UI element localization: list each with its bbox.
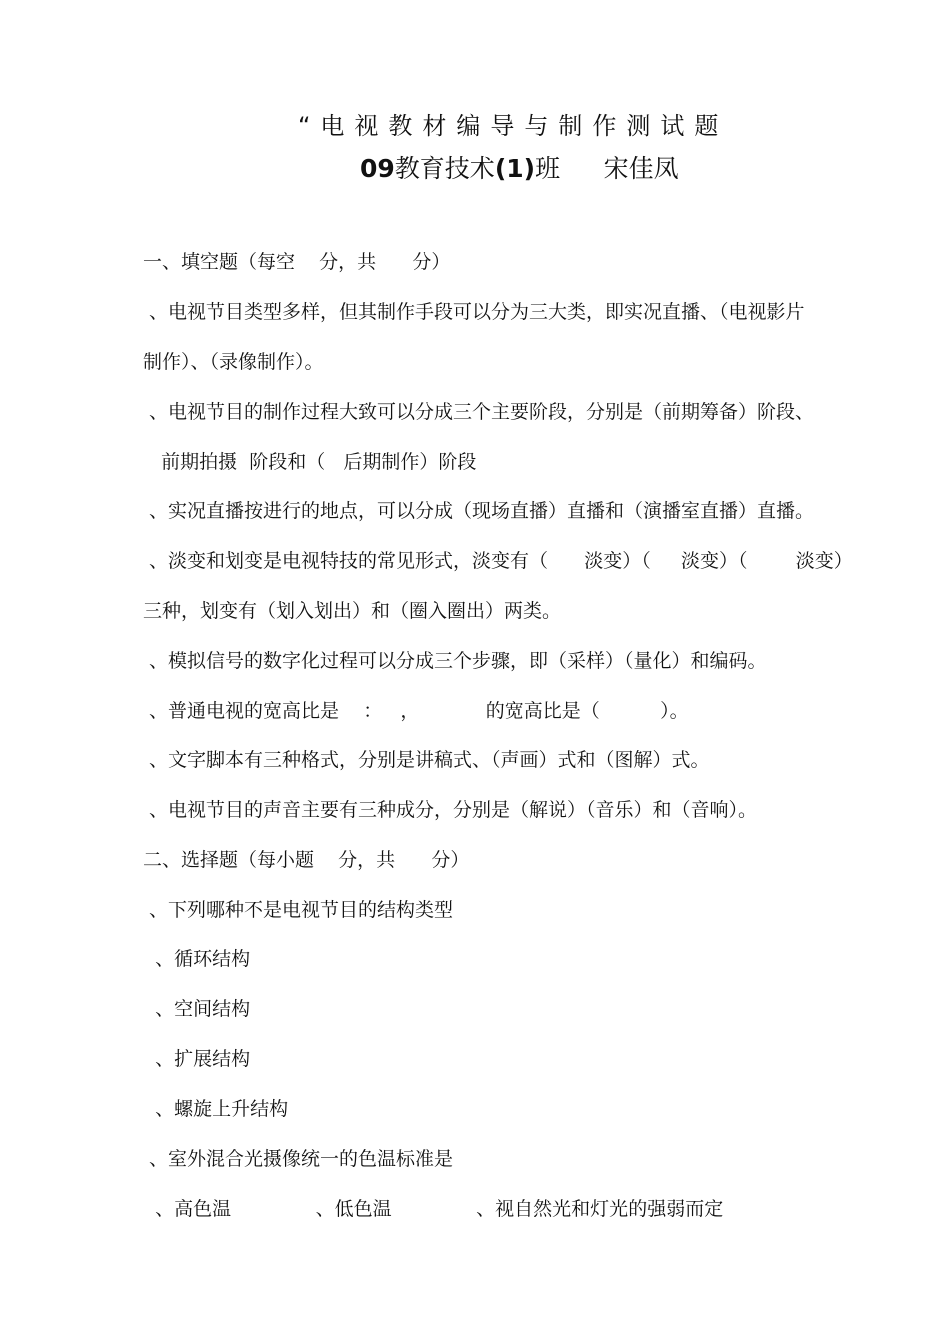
author-name: 宋佳凤 xyxy=(603,154,679,183)
question-line: 、淡变和划变是电视特技的常见形式，淡变有（ 淡变）（ 淡变）（ 淡变） xyxy=(143,550,853,572)
question-line: 、普通电视的宽高比是 ： ， 的宽高比是（ ）。 xyxy=(143,700,689,722)
question-line: 、电视节目的制作过程大致可以分成三个主要阶段，分别是（前期筹备）阶段、 xyxy=(143,401,815,423)
question-line: 、实况直播按进行的地点，可以分成（现场直播）直播和（演播室直播）直播。 xyxy=(143,500,815,522)
question-line: 、电视节目的声音主要有三种成分，分别是（解说）（音乐）和（音响）。 xyxy=(143,799,758,821)
option-line: 、循环结构 xyxy=(143,948,251,970)
class-index: (1) xyxy=(494,154,536,183)
question-line: 、室外混合光摄像统一的色温标准是 xyxy=(143,1148,454,1170)
question-line: 、文字脚本有三种格式，分别是讲稿式、（声画）式和（图解）式。 xyxy=(143,749,710,771)
option-line: 、高色温 、低色温 、视自然光和灯光的强弱而定 xyxy=(143,1198,724,1220)
class-name: 教育技术 xyxy=(394,154,495,183)
class-number: 09 xyxy=(360,154,395,183)
question-line: 、模拟信号的数字化过程可以分成三个步骤，即（采样）（量化）和编码。 xyxy=(143,650,767,672)
section-heading-fill-blank: 一、填空题（每空 分，共 分） xyxy=(143,251,451,273)
document-title: “电视教材编导与制作测试题 xyxy=(298,112,729,140)
question-line: 、下列哪种不是电视节目的结构类型 xyxy=(143,899,454,921)
option-line: 、扩展结构 xyxy=(143,1048,251,1070)
question-line: 前期拍摄 阶段和（ 后期制作）阶段 xyxy=(143,451,477,473)
question-line: 、电视节目类型多样，但其制作手段可以分为三大类，即实况直播、（电视影片 xyxy=(143,301,805,323)
option-line: 、螺旋上升结构 xyxy=(143,1098,289,1120)
question-line: 制作）、（录像制作）。 xyxy=(143,351,324,373)
class-suffix: 班 xyxy=(535,154,561,183)
option-line: 、空间结构 xyxy=(143,998,251,1020)
section-heading-choice: 二、选择题（每小题 分，共 分） xyxy=(143,849,470,871)
question-line: 三种，划变有（划入划出）和（圈入圈出）两类。 xyxy=(143,600,562,622)
document-subtitle xyxy=(360,152,679,186)
